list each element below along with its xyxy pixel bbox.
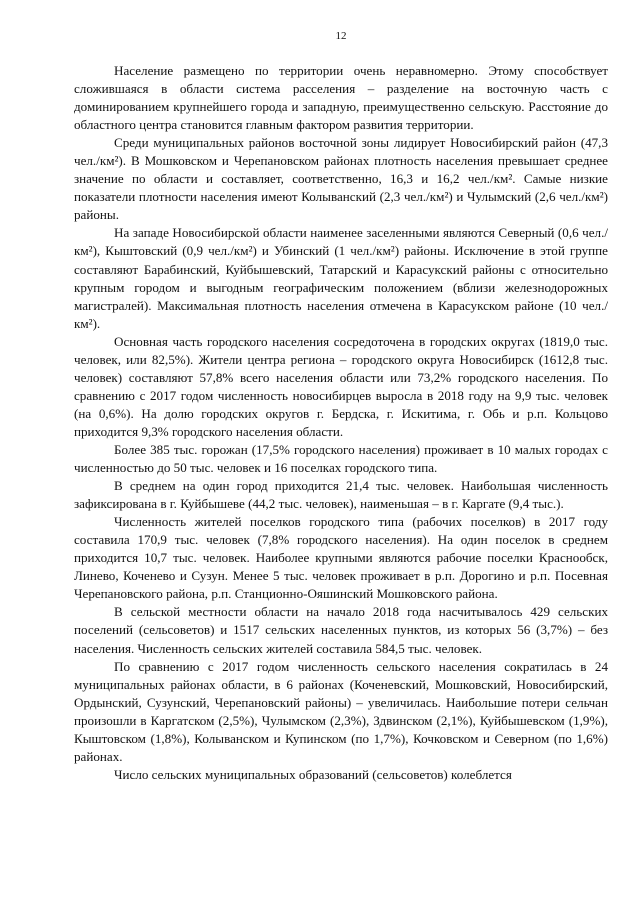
page-number: 12 bbox=[335, 30, 347, 42]
paragraph-rural-population-change: По сравнению с 2017 годом численность сельского населения сократилась в 24 муниципальных районах области, в 6 районах (Коченевский, Мошковский, Новосибирский, Ордынский, Сузунский, Черепановский районы) – увеличилась. Наибольшие потери сельчан произошли в Каргатском (2,5%), Чулымском (2,3%), Здвинском (2,1%), Куйбышевском (1,9%), Кыштовском (1,8%), Колыванском и Купинском (по 1,7%), Кочковском и Северном (по 1,6%) районах. bbox=[74, 658, 608, 764]
paragraph-population-distribution: Население размещено по территории очень неравномерно. Этому способствует сложившаяся в области система расселения – разделение на восточную часть с доминированием крупнейшего города и западную, преимущественно сельскую. Расстояние до областного центра становится главным фактором развития территории. bbox=[74, 63, 608, 133]
paragraph-urban-districts: Основная часть городского населения сосредоточена в городских округах (1819,0 тыс. человек, или 82,5%). Жители центра региона – городского округа Новосибирск (1612,8 тыс. человек) составляют 57,8% всего населения области или 73,2% городского населения. По сравнению с 2017 годом численность новосибирцев выросла в 2018 году на 9,9 тыс. человек (на 0,6%). На долю городских округов г. Бердска, г. Искитима, г. Обь и р.п. Кольцово приходится 9,3% городского населения области. bbox=[74, 333, 608, 439]
paragraph-small-towns: Более 385 тыс. горожан (17,5% городского населения) проживает в 10 малых городах с численностью до 50 тыс. человек и 16 поселках городского типа. bbox=[74, 441, 608, 476]
paragraph-city-average: В среднем на один город приходится 21,4 тыс. человек. Наибольшая численность зафиксирована в г. Куйбышеве (44,2 тыс. человек), наименьшая – в г. Каргате (9,4 тыс.). bbox=[74, 478, 608, 512]
paragraph-rural-settlements: В сельской местности области на начало 2018 года насчитывалось 429 сельских поселений (сельсоветов) и 1517 сельских населенных пунктов, из которых 56 (3,7%) – без населения. Численность сельских жителей составила 584,5 тыс. человек. bbox=[74, 604, 608, 656]
paragraph-western-zone-density: На западе Новосибирской области наименее заселенными являются Северный (0,6 чел./км²), Кыштовский (0,9 чел./км²) и Убинский (1 чел./км²) районы. Исключение в этой группе составляют Барабинский, Куйбышевский, Татарский и Карасукский районы с относительно крупным городом и выгодным географическим положением (вблизи железнодорожных магистралей). Максимальная плотность населения отмечена в Карасукском районе (10 чел./км²). bbox=[74, 225, 608, 331]
paragraph-rural-municipalities: Число сельских муниципальных образований (сельсоветов) колеблется bbox=[114, 766, 512, 782]
paragraph-eastern-zone-density: Среди муниципальных районов восточной зоны лидирует Новосибирский район (47,3 чел./км²). В Мошковском и Черепановском районах плотность населения превышает среднее значение по области и составляет, соответственно, 16,3 и 16,2 чел./км². Самые низкие показатели плотности населения имеют Колыванский (2,3 чел./км²) и Чулымский (2,6 чел./км²) районы. bbox=[74, 135, 608, 223]
paragraph-urban-settlements: Численность жителей поселков городского типа (рабочих поселков) в 2017 году составила 170,9 тыс. человек (7,8% городского населения). На один поселок в среднем приходится 10,7 тыс. человек. Наиболее крупными являются рабочие поселки Краснообск, Линево, Коченево и Сузун. Менее 5 тыс. человек проживает в р.п. Дорогино и р.п. Посевная Черепановского района, р.п. Станционно-Ояшинский Мошковского района. bbox=[74, 514, 608, 602]
